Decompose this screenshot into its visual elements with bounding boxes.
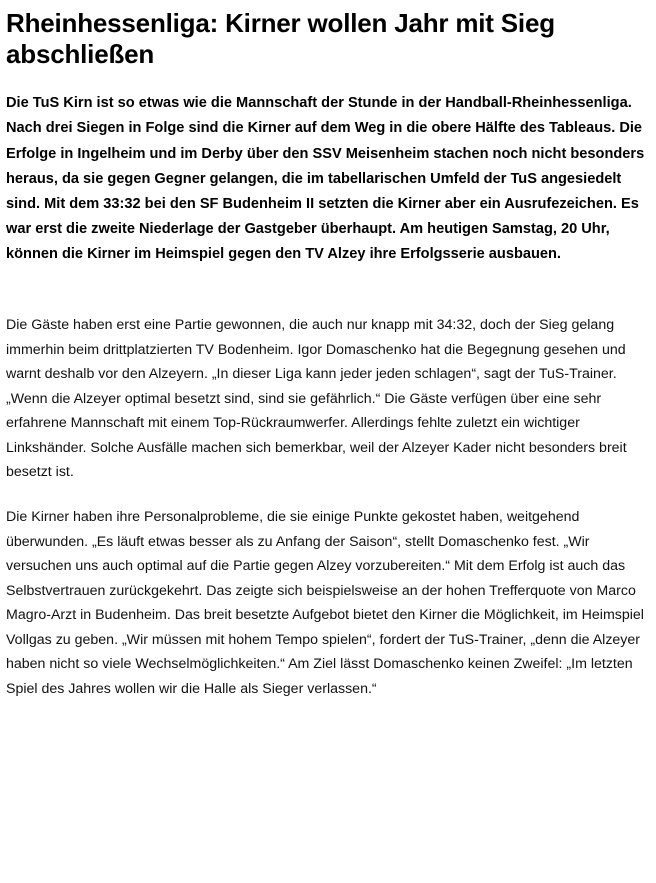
article-paragraph: Die Kirner haben ihre Personalprobleme, die sie einige Punkte gekostet haben, weitgehend überwunden. „Es läuft etwas besser als zu Anfang der Saison“, stellt Domaschenko fest. „Wir versuchen uns auch optimal auf die Partie gegen Alzey vorzubereiten.“ Mit dem Erfolg ist auch das Selbstvertrauen zurückgekehrt. Das zeigte sich beispielsweise an der hohen Trefferquote von Marco Magro-Arzt in Budenheim. Das breit besetzte Aufgebot bietet den Kirner die Möglichkeit, im Heimspiel Vollgas zu geben. „Wir müssen mit hohem Tempo spielen“, fordert der TuS-Trainer, „denn die Alzeyer haben nicht so viele Wechselmöglichkeiten.“ Am Ziel lässt Domaschenko keinen Zweifel: „Im letzten Spiel des Jahres wollen wir die Halle als Sieger verlassen.“ (6, 508, 644, 697)
article-lead-paragraph: Die TuS Kirn ist so etwas wie die Mannschaft der Stunde in der Handball-Rheinhessenliga. Nach drei Siegen in Folge sind die Kirner auf dem Weg in die obere Hälfte des Tableaus. Die Erfolge in Ingelheim und im Derby über den SSV Meisenheim stachen noch nicht besonders heraus, da sie gegen Gegner gelangen, die im tabellarischen Umfeld der TuS angesiedelt sind. Mit dem 33:32 bei den SF Budenheim II setzten die Kirner aber ein Ausrufezeichen. Es war erst die zweite Niederlage der Gastgeber überhaupt. Am heutigen Samstag, 20 Uhr, können die Kirner im Heimspiel gegen den TV Alzey ihre Erfolgsserie ausbauen. (6, 95, 645, 262)
page-title: Rheinhessenliga: Kirner wollen Jahr mit Sieg abschließen (6, 8, 555, 69)
article-paragraph: Die Gäste haben erst eine Partie gewonnen, die auch nur knapp mit 34:32, doch der Sieg gelang immerhin beim drittplatzierten TV Bodenheim. Igor Domaschenko hat die Begegnung gesehen und warnt deshalb vor den Alzeyern. „In dieser Liga kann jeder jeden schlagen“, sagt der TuS-Trainer. „Wenn die Alzeyer optimal besetzt sind, sind sie gefährlich.“ Die Gäste verfügen über eine sehr erfahrene Mannschaft mit einem Top-Rückraumwerfer. Allerdings fehlte zuletzt ein wichtiger Linkshänder. Solche Ausfälle machen sich bemerkbar, weil der Alzeyer Kader nicht besonders breit besetzt ist. (6, 317, 627, 481)
